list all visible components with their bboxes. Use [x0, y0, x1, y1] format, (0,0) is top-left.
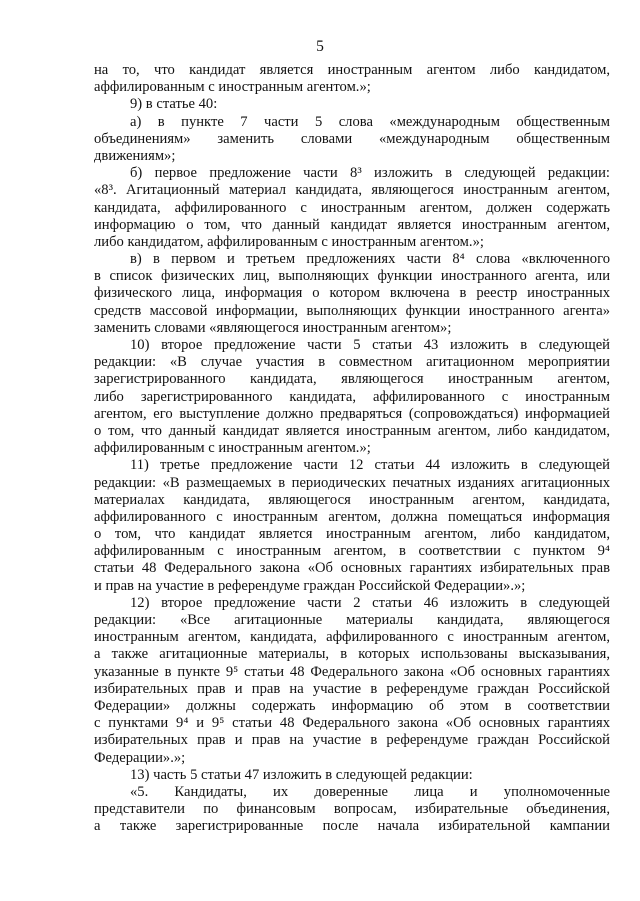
text-line: 9) в статье 40: [130, 96, 218, 113]
text-line: указанные в пункте 9⁵ статьи 48 Федерального закона «Об основных гарантиях [94, 663, 610, 680]
text-line: 12) второе предложение части 2 статьи 46 изложить в следующей [130, 594, 610, 611]
text-line: избирательных прав и прав на участие в референдуме граждан Российской [94, 732, 610, 749]
text-line: на то, что кандидат является иностранным агентом либо кандидатом, [94, 62, 610, 78]
text-line: редакции: «В размещаемых в периодических печатных изданиях агитационных [94, 474, 610, 491]
text-line: информацию о том, что данный кандидат является иностранным агентом, [94, 216, 610, 233]
text-line: и прав на участие в референдуме граждан Российской Федерации».»; [94, 577, 526, 594]
text-line: аффилированного с иностранным агентом, должна помещаться информация [94, 508, 610, 525]
text-line: зарегистрированного кандидата, являющегося иностранным агентом, [94, 371, 610, 388]
text-line: статьи 48 Федерального закона «Об основных гарантиях избирательных прав [94, 560, 610, 577]
text-line: о том, что данный кандидат является иностранным агентом, либо кандидатом, [94, 422, 610, 439]
text-line: аффилированным с иностранным агентом.»; [94, 79, 371, 96]
text-line: с пунктами 9⁴ и 9⁵ статьи 48 Федерального закона «Об основных гарантиях [94, 715, 610, 732]
text-line: аффилированным с иностранным агентом, в соответствии с пунктом 9⁴ [94, 543, 610, 560]
text-line: 10) второе предложение части 5 статьи 43 изложить в следующей [130, 337, 610, 353]
text-line: заменить словами «являющегося иностранным агентом»; [94, 319, 452, 336]
text-line: аффилированным с иностранным агентом.»; [94, 440, 371, 457]
text-line: представители по финансовым вопросам, избирательные объединения, [94, 801, 610, 818]
text-line: а также агитационные материалы, в которых использованы высказывания, [94, 646, 610, 663]
text-line: Федерации» должны содержать информацию об этом в соответствии [94, 697, 610, 714]
text-line: в) в первом и третьем предложениях части 8⁴ слова «включенного [130, 251, 610, 268]
text-line: «8³. Агитационный материал кандидата, являющегося иностранным агентом, [94, 182, 610, 199]
text-line: 13) часть 5 статьи 47 изложить в следующей редакции: [130, 766, 473, 783]
text-line: объединениям» заменить словами «международным общественным [94, 130, 610, 147]
page-number: 5 [316, 38, 324, 55]
text-line: материалах кандидата, являющегося иностранным агентом, кандидата, [94, 491, 610, 508]
text-line: а также зарегистрированные после начала избирательной кампании [94, 818, 610, 835]
text-line: о том, что кандидат является иностранным агентом, либо кандидатом, [94, 526, 610, 543]
text-line: движениям»; [94, 147, 176, 164]
text-line: либо зарегистрированного кандидата, аффилированного с иностранным [94, 388, 610, 405]
text-line: иностранным агентом, кандидата, аффилированного с иностранным агентом, [94, 629, 610, 646]
text-line: средств массовой информации, выполняющих функции иностранного агента» [94, 302, 610, 319]
text-line: Федерации».»; [94, 749, 186, 766]
text-line: «5. Кандидаты, их доверенные лица и уполномоченные [130, 783, 610, 800]
text-line: б) первое предложение части 8³ изложить в следующей редакции: [130, 165, 610, 182]
text-line: физического лица, информация о котором включена в реестр иностранных [94, 285, 610, 302]
text-line: кандидата, аффилированного с иностранным агентом, должен содержать [94, 199, 610, 216]
text-line: в список физических лиц, выполняющих функции иностранного агента, или [94, 268, 610, 285]
text-line: редакции: «В случае участия в совместном агитационном мероприятии [94, 354, 610, 371]
text-line: либо кандидатом, аффилированным с иностранным агентом.»; [94, 233, 484, 250]
document-body [94, 62, 610, 835]
text-line: а) в пункте 7 части 5 слова «международным общественным [130, 113, 610, 130]
text-line: редакции: «Все агитационные материалы кандидата, являющегося [94, 612, 610, 628]
text-line: агентом, его выступление должно предваряться (сопровождаться) информацией [94, 405, 610, 422]
text-line: избирательных прав и прав на участие в референдуме граждан Российской [94, 680, 610, 697]
text-line: 11) третье предложение части 12 статьи 44 изложить в следующей [130, 457, 610, 474]
